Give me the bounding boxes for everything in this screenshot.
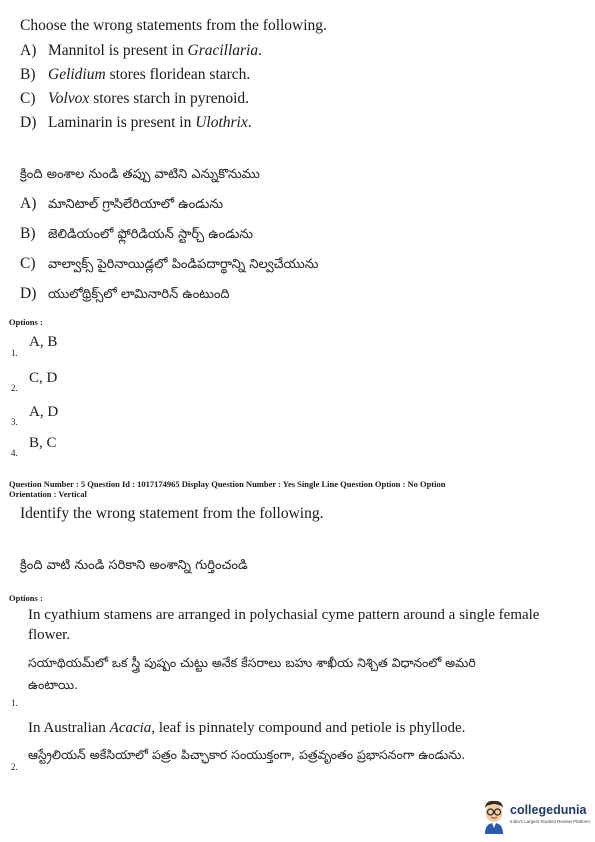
answer-option-2-text[interactable]: C, D: [29, 370, 58, 386]
option-line: In cyathium stamens are arranged in polychasial cyme pattern around a single female: [28, 607, 540, 623]
logo-wordmark: collegedunia: [510, 803, 587, 817]
option-letter: B): [20, 66, 36, 83]
q5-options-label: Options :: [9, 593, 43, 603]
q4-option-c: [20, 90, 249, 108]
option-text: మానిటాల్ గ్రాసిలేరియాలో ఉండును: [48, 197, 223, 212]
q4-telugu-option-c: [20, 255, 318, 274]
q4-telugu-option-d: [20, 285, 230, 304]
option-letter: A): [20, 42, 37, 59]
q4-option-b: [20, 66, 250, 84]
student-mascot-icon: [480, 798, 508, 834]
answer-option-3-number: 3.: [11, 417, 18, 427]
q4-telugu-option-a: [20, 195, 223, 214]
option-text: వాల్వాక్స్ పైరినాయిడ్లలో పిండిపదార్థాన్ని నిల్వచేయును: [48, 257, 319, 272]
answer-option-4-number: 4.: [11, 448, 18, 458]
option-text: యులోథ్రిక్స్‌లో లామినారిన్ ఉంటుంది: [48, 287, 230, 302]
option-text: , leaf is pinnately compound and petiole is phyllode.: [151, 720, 466, 736]
q5-meta-line-2: Orientation : Vertical: [9, 489, 87, 499]
option-text: Mannitol is present in: [48, 42, 188, 59]
option-letter: C): [20, 255, 36, 272]
option-letter: C): [20, 90, 36, 107]
collegedunia-logo: [480, 798, 590, 834]
q4-telugu-option-b: [20, 225, 253, 244]
option-text: Laminarin is present in: [48, 114, 196, 131]
option-line: సయాథియమ్‌లో ఒక స్త్రీ పుష్పం చుట్టు అనేక కేసరాలు బహు శాఖీయ నిశ్చిత విధానంలో అమరి: [28, 655, 476, 670]
option-text: .: [258, 42, 262, 59]
q5-stem: Identify the wrong statement from the following.: [20, 505, 324, 522]
answer-option-4-text[interactable]: B, C: [29, 435, 57, 451]
q5-option-1-english[interactable]: [28, 605, 573, 645]
option-text: In Australian: [28, 720, 110, 736]
option-line: ఉంటాయి.: [28, 677, 79, 692]
option-text: .: [247, 114, 252, 131]
option-italic: Ulothrix: [195, 114, 248, 131]
option-italic: Gelidium: [48, 66, 106, 83]
q5-option-1-number: 1.: [11, 698, 18, 708]
option-text: stores starch in pyrenoid.: [89, 90, 250, 107]
q4-options-label: Options :: [9, 317, 43, 327]
q5-option-1-telugu: [28, 652, 573, 696]
answer-option-3-text[interactable]: A, D: [29, 404, 59, 420]
option-letter: A): [20, 195, 37, 212]
q4-option-a: [20, 42, 262, 60]
answer-option-1-text[interactable]: A, B: [29, 334, 58, 350]
q5-telugu-stem: క్రింది వాటి నుండి సరికాని అంశాన్ని గుర్తించండి: [20, 558, 248, 573]
option-italic: Volvox: [48, 90, 90, 107]
q5-meta-line-1: Question Number : 5 Question Id : 1017174965 Display Question Number : Yes Single Line Question Option : No Option: [9, 479, 446, 489]
q5-option-2-english[interactable]: [28, 718, 573, 738]
q5-option-2-telugu: ఆస్ట్రేలియన్ అకేసియాలో పత్రం పిచ్ఛాకార సంయుక్తంగా, పత్రవృంతం ప్రభాసనంగా ఉండును.: [28, 747, 466, 762]
option-letter: B): [20, 225, 36, 242]
q4-stem: Choose the wrong statements from the following.: [20, 17, 327, 34]
option-italic: Acacia: [109, 720, 152, 736]
answer-option-2-number: 2.: [11, 383, 18, 393]
logo-tagline: India's Largest Student Review Platform: [510, 819, 590, 824]
q5-option-2-number: 2.: [11, 762, 18, 772]
answer-option-1-number: 1.: [11, 348, 18, 358]
option-text: stores floridean starch.: [105, 66, 251, 83]
q4-option-d: [20, 114, 252, 132]
option-italic: Gracillaria: [187, 42, 259, 59]
option-text: జెలిడియంలో ఫ్లోరిడియన్ స్టార్చ్ ఉండును: [48, 227, 253, 242]
option-letter: D): [20, 285, 37, 302]
option-letter: D): [20, 114, 37, 131]
q4-telugu-stem: క్రింది అంశాల నుండి తప్పు వాటిని ఎన్నుకొనుము: [20, 167, 260, 182]
option-line: flower.: [28, 627, 71, 643]
